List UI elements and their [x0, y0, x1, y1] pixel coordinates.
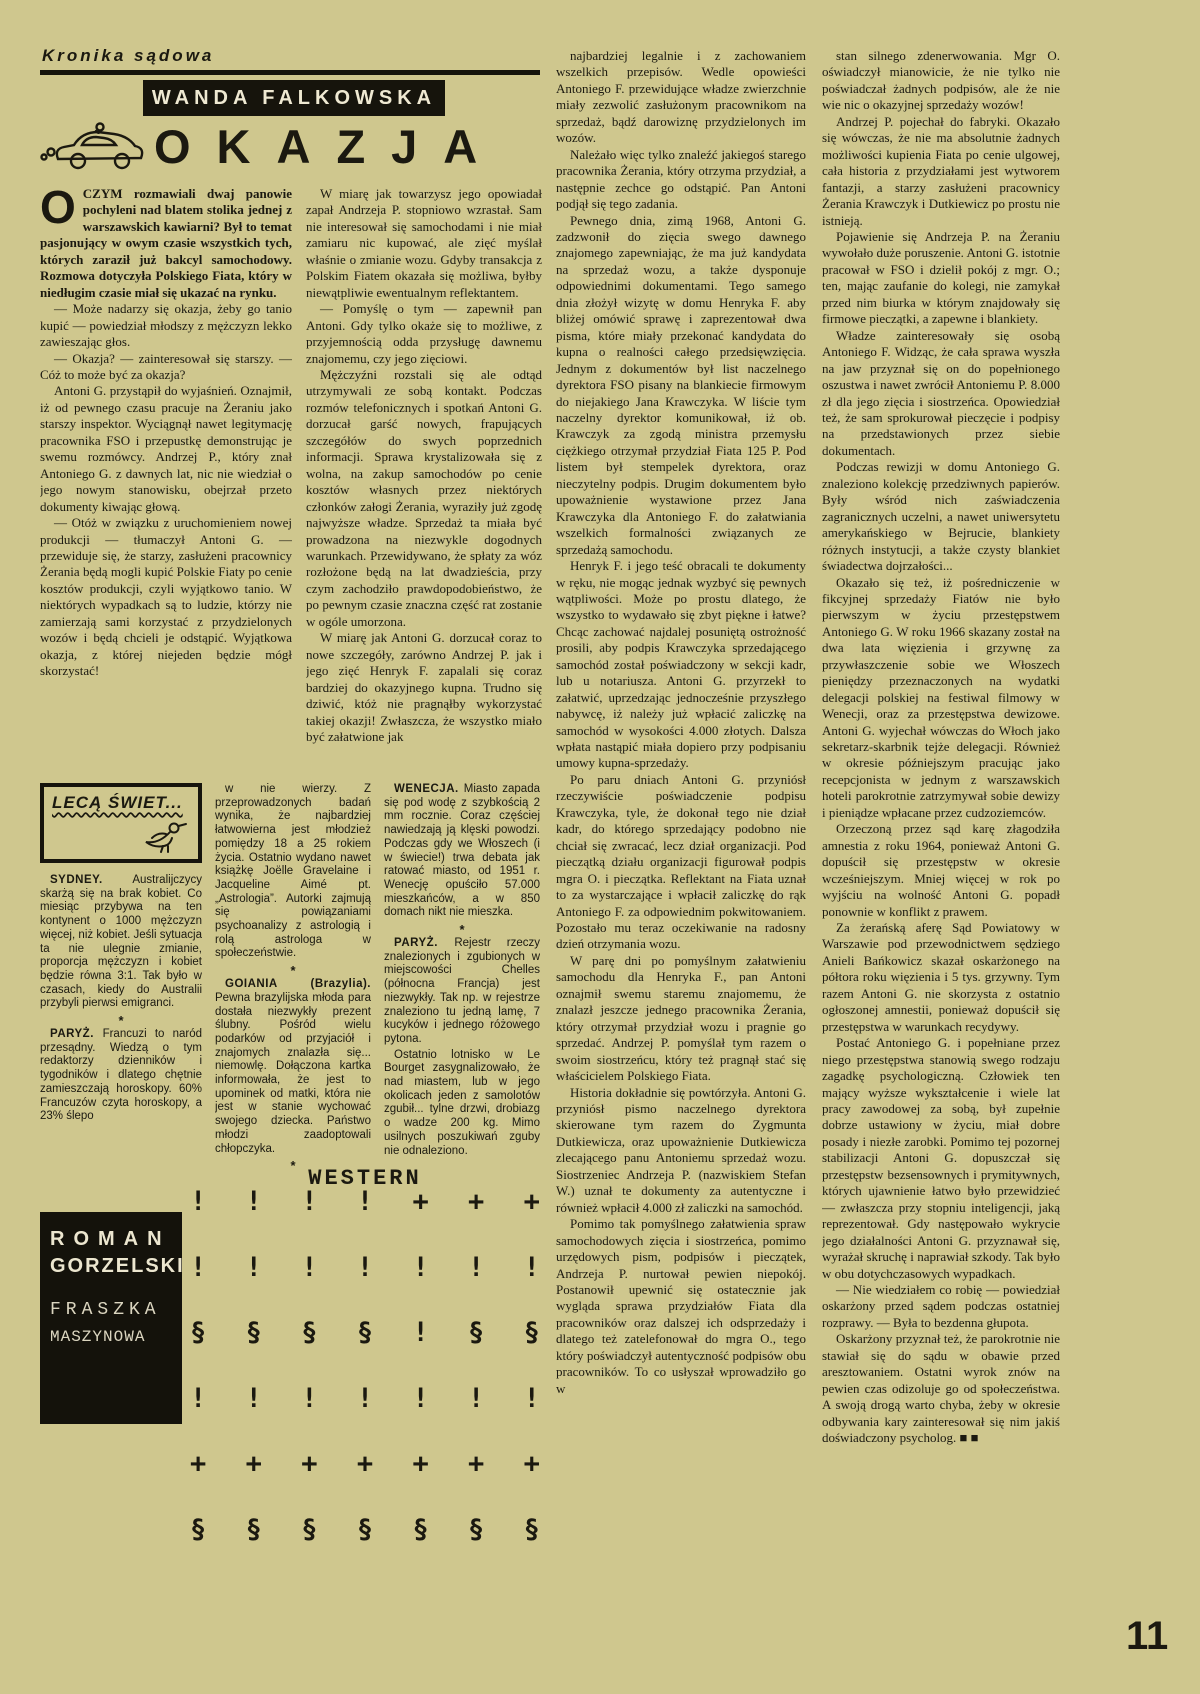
paragraph: W parę dni po pomyślnym załatwieniu samochodu dla Henryka F., pan Antoni oznajmił swemu staremu znajomemu, że znalazł jeszcze jednego pracownika Żerania, który otrzymał przydział wozu i pragnie go sprzedać. Andrzej P. pomyślał tym razem o swoim siostrzeńcu, który też pragnął stać się właścicielem Polskiego Fiata. — [556, 952, 806, 1084]
headline-row — [38, 118, 558, 174]
article-column-1 — [40, 186, 292, 774]
typewriter-row — [190, 1514, 540, 1580]
typewriter-row — [190, 1383, 540, 1449]
typewriter-char: + — [190, 1448, 207, 1479]
paragraph: Mężczyźni rozstali się ale odtąd utrzymywali ze sobą kontakt. Podczas rozmów telefonicznych i spotkań Antoni G. dorzucał garść nowych, frapujących szczegółów do swych poprzednich informacji. Sprawa krystalizowała się z wolna, na zakup samochodów po cenie kosztów własnych przez niektórych członków załogi Żerania, wyraziły już zgodę najwyższe władze. Sprzedaż ta miała być prowadzona na niezwykle dogodnych warunkach. Przewidywano, że spłaty za wóz rozłożone będą na lat dwadzieścia, przy czym zachodziło prawdopodobieństwo, że po pewnym czasie znaczna część rat zostanie w ogóle umorzona. — [306, 366, 542, 629]
paragraph: Orzeczoną przez sąd karę złagodziła amnestia z roku 1964, ponieważ Antoni G. dopuścił się przestępstw w okresie wcześniejszym. Mniej więcej w rok po wyjściu na wolność Antoni G. popadł ponownie w konflikt z prawem. — [822, 821, 1060, 919]
paragraph: Pewnego dnia, zimą 1968, Antoni G. zadzwonił do zięcia swego dawnego znajomego zapewniając, że ma już kandydata na sprzedaż wozu, a także dysponuje odpowiednimi dokumentami. Tego samego dnia złożył wizytę w domu Henryka F. aby bliżej omówić sprawę i zaprezentował dwa pisma, które miały przekonać kandydata do kupna o realności całego przedsięwzięcia. Jednym z dokumentów był list naczelnego dyrektora FSO pisany na blankiecie firmowym do niejakiego Jana Krawczyka. W liście tym naczelny dyrektor komunikował, iż ob. Krawczyk za zgodą ministra przemysłu ciężkiego otrzymał przydział Fiata 125 P. Pod listem był stempelek dyrektora, oraz nieczytelny podpis. Drugim dokumentem było upoważnienie wystawione przez Jana Krawczyka dla Antoniego F. do załatwiania wszelkich formalności związanych ze sprzedażą samochodu. — [556, 212, 806, 557]
typewriter-char: ! — [523, 1251, 540, 1283]
news-item-city: WENECJA. — [394, 783, 464, 795]
typewriter-char: ! — [356, 1382, 374, 1414]
western-subtitle-line2: MASZYNOWA — [50, 1328, 146, 1346]
typewriter-char: ! — [301, 1186, 318, 1217]
typewriter-row — [190, 1448, 540, 1514]
paragraph: Władze zainteresowały się osobą Antoniego F. Widząc, że cała sprawa wyszła na jaw przyznał się on do popełnionego oszustwa i nawet zwrócił Antoniemu P. 8.000 zł dla jego zięcia i siostrzeńca. Opowiedział też, że sam sprokurował pieczęcie i podpisy na przedstawionych przez siebie dokumentach. — [822, 327, 1060, 458]
typewriter-char: ! — [356, 1251, 374, 1283]
separator-star: * — [290, 1158, 296, 1174]
western-subtitle-line1: FRASZKA — [50, 1300, 161, 1320]
typewriter-char: § — [356, 1513, 374, 1545]
typewriter-char: ! — [301, 1251, 318, 1283]
paragraph: Należało więc tylko znaleźć jakiegoś starego pracownika Żerania, który otrzyma przydział, a następnie zechce go odstąpić. Pan Antoni podjął się tego zadania. — [556, 146, 806, 212]
typewriter-char: + — [356, 1448, 374, 1479]
page-number: 11 — [1126, 1614, 1169, 1658]
western-title: WESTERN — [308, 1166, 422, 1191]
paragraph: Po paru dniach Antoni G. przyniósł rzeczywiście poświadczenie podpisu Krawczyka, tyle, że dokonał tego nie dział kadr, do którego sprzedający podobno nie chciał się zwracać, lecz dział organizacji. Pod pieczątką działu organizacji figurował podpis mgra O. i pieczątka. Reflektant na Fiata uznał to za wystarczające i wpłacił zaliczkę do rąk Antoniego F. za odpowiednim pokwitowaniem. Pozostało mu teraz oczekiwanie na radosny dzień otrzymania wozu. — [556, 771, 806, 952]
news-item: PARYŻ. Francuzi to naród przesądny. Wiedzą o tym redaktorzy dzienników i tygodników i dlatego chętnie zamieszczają horoskopy. 60% Francuzów czyta horoskopy, a 23% ślepo — [40, 1028, 202, 1123]
author-banner: WANDA FALKOWSKA — [143, 80, 445, 116]
typewriter-char: § — [356, 1317, 374, 1348]
lead-text: CZYM rozmawiali dwaj panowie pochyleni nad blatem stolika jednej z warszawskich kawiarni? Był to temat pasjonujący w owym czasie wszystkich tych, których zaraził już bakcyl samochodowy. Rozmowa dotyczyła Polskiego Fiata, który w niedługim czasie miał się ukazać na rynku. — [40, 186, 292, 300]
paragraph: — Pomyślę o tym — zapewnił pan Antoni. Gdy tylko okaże się to możliwe, z przyjemnością odda przysługę dawnemu znajomemu, czy jego zięciowi. — [306, 301, 542, 366]
typewriter-char: ! — [245, 1382, 262, 1414]
separator-star: * — [459, 922, 465, 938]
separator-star: * — [290, 963, 296, 979]
typewriter-row — [190, 1186, 540, 1252]
typewriter-char: + — [523, 1186, 540, 1217]
paragraph: W miarę jak towarzysz jego opowiadał zapał Andrzeja P. stopniowo wzrastał. Sam nie interesował się samochodami i nie miał zamiaru nic kupować, ale zięć myślał właśnie o zmianie wozu. Gdyby transakcja z Polskim Fiatem okazała się możliwa, byłby niewątpliwie ewentualnym reflektantem. — [306, 186, 542, 300]
typewriter-char: § — [190, 1317, 207, 1348]
paragraph: Antoni G. przystąpił do wyjaśnień. Oznajmił, iż od pewnego czasu pracuje na Żeraniu jako starszy inspektor. Wyciągnął nawet legitymację pracownika FSO i przepustkę demonstrując je swemu rozmówcy. Andrzej P., który znał Antoniego G. z dawnych lat, nic nie wiedział o jego nowym stanowisku, obejrzał przeto dokumenty kiwając głową. — [40, 383, 292, 514]
news-item: PARYŻ. Rejestr rzeczy znalezionych i zgubionych w miejscowości Chelles (północna Francja) jest niezwykły. Tak np. w rejestrze znaleziono tu jedną lamę, 7 kucyków i jednego różowego pytona. — [384, 937, 540, 1045]
paragraph: Andrzej P. pojechał do fabryki. Okazało się wówczas, że nie ma absolutnie żadnych możliwości kupienia Fiata po cenie ulgowej, cała historia z przydziałami jest wytworem fantazji, a starzy zasłużeni pracownicy Żerania Krawczyk i Dutkiewicz po prostu nie istnieją. — [822, 113, 1060, 228]
world-news-title: LECĄ ŚWIET... — [52, 793, 183, 812]
typewriter-char: § — [468, 1513, 485, 1545]
paragraph: Pojawienie się Andrzeja P. na Żeraniu wywołało duże poruszenie. Antoni G. istotnie pracował w FSO i dzielił pokój z mgr. O.; ten, mając zaufanie do kolegi, nie zamykał przed nim biurka w którym znajdowały się firmowe pieczątki, a zapewne i blankiety. — [822, 228, 1060, 327]
paragraph: Pomimo tak pomyślnego załatwienia spraw samochodowych zięcia i siostrzeńca, pomimo urzędowych pism, podpisów i pieczątek, Andrzeja P. nurtował pewien niepokój. Postanowił upewnić się ostatecznie jak wygląda sprawa przydziałów Fiata dla pracowników oraz dalszej ich odsprzedaży i dlatego też zatelefonował do mgra O., tego który poświadczył autentyczność podpisów obu pracowników. To co usłyszał wprowadziło go w — [556, 1216, 806, 1396]
paragraph: Henryk F. i jego teść obracali te dokumenty w ręku, nie mogąc jednak wyzbyć się pewnych wątpliwości. Może po prostu dlatego, że wszystko to wydawało się zbyt piękne i łatwe? Chcąc zachować najdalej posuniętą ostrożność prosili, aby podpis Krawczyka sprzedającego samochód został poświadczony w sekcji kadr, lub u notariusza. Antoni G. przyrzekł to załatwić, uprzedzając jednocześnie przyszłego nabywcę, iż należy już wpłacić zaliczkę na samochód w wysokości 4.000 złotych. Dalsza wpłata nastąpić miała dopiero przy podpisaniu umowy kupna-sprzedaży. — [556, 558, 806, 771]
typewriter-char: § — [523, 1513, 540, 1545]
news-item-city: PARYŻ. — [50, 1028, 103, 1041]
typewriter-row — [190, 1317, 540, 1383]
paragraph: stan silnego zdenerwowania. Mgr O. oświadczył mianowicie, że nie tylko nie poświadczał żadnych podpisów, ale że nie wie nic o okazyjnej sprzedaży wozów! — [822, 48, 1060, 113]
typewriter-char: ! — [190, 1251, 207, 1283]
article-column-4 — [822, 48, 1060, 1590]
news-column-3 — [384, 783, 540, 1179]
western-author-box — [40, 1212, 185, 1424]
drop-cap: O — [40, 186, 76, 233]
typewriter-char: + — [523, 1448, 540, 1479]
typewriter-char: § — [468, 1317, 485, 1348]
article-column-3 — [556, 48, 806, 1590]
typewriter-char: ! — [468, 1251, 485, 1283]
news-item: GOIANIA (Brazylia). Pewna brazylijska młoda para dostała niezwykły prezent ślubny. Pośród wielu podarków od przyjaciół i znajomych znalazła się... niemowlę. Dołączona kartka informowała, że jest to upominek od matki, która nie jest w stanie wychować swojego dziecka. Państwo młodzi zaadoptowali chłopczyka. — [215, 978, 371, 1155]
news-column-1 — [40, 874, 202, 1176]
paragraph: Oskarżony przyznał też, że parokrotnie nie stawiał się do sądu w obawie przed aresztowaniem. Ostatni wyrok znów na pewien czas odizoluje go od społeczeństwa. A swoją drogą warto chyba, żeby w okresie odbywania kary zainteresował się nim jakiś doświadczony psycholog. ■ ■ — [822, 1331, 1060, 1446]
typewriter-char: § — [523, 1317, 540, 1348]
typewriter-poem-grid — [190, 1186, 540, 1586]
paragraph: Historia dokładnie się powtórzyła. Antoni G. przyniósł pismo naczelnego dyrektora skierowane tym razem do Zygmunta Dutkiewicza, oraz upoważnienie Dutkiewicza zlecającego panu Antoniemu sprzedaż wozu. Siostrzeniec Andrzeja P. (nazwiskiem Stefan W.) uznał te dokumenty za autentyczne i również wpłacił 4.000 zł zaliczki na samochód. — [556, 1084, 806, 1215]
news-item: SYDNEY. Australijczycy skarżą się na brak kobiet. Co miesiąc przybywa na ten kontynent o 1000 mężczyzn więcej, niż kobiet. Jeśli sytuacja ta nie ulegnie zmianie, proporcja mężczyzn i kobiet będzie równa 3:1. Tak było w czasach, kiedy do Australii przybyli pierwsi emigranci. — [40, 874, 202, 1010]
news-item-city: PARYŻ. — [394, 937, 455, 950]
typewriter-char: ! — [356, 1186, 374, 1217]
typewriter-row — [190, 1252, 540, 1318]
paragraph: Podczas rewizji w domu Antoniego G. znaleziono kolekcję przedziwnych papierów. Były wśród nich zaświadczenia zagranicznych uczelni, a nawet uniwersytetu amerykańskiego w Bejrucie, blankiety różnych instytucji, a także czysty blankiet świadectwa dojrzałości... — [822, 459, 1060, 574]
typewriter-char: + — [412, 1448, 429, 1479]
typewriter-char: + — [468, 1448, 485, 1479]
news-item: w nie wierzy. Z przeprowadzonych badań wynika, że najbardziej łatwowierna jest młodzież pomiędzy 18 a 25 rokiem życia. Ostatnio wydano nawet książkę Joëlle Gravelaine i Jacqueline Aimé pt. „Astrologia”. Autorki zajmują się powiązaniami psychoanalizy z astrologią i rolą astrologa w społeczeństwie. — [215, 783, 371, 960]
typewriter-char: ! — [301, 1382, 318, 1414]
lead-paragraph — [40, 186, 292, 301]
typewriter-char: + — [245, 1448, 262, 1479]
news-item-city: SYDNEY. — [50, 874, 133, 886]
western-author-last-name: GORZELSKI — [50, 1255, 185, 1277]
paragraph: — Okazja? — zainteresował się starszy. — Cóż to może być za okazja? — [40, 350, 292, 382]
typewriter-char: ! — [190, 1382, 207, 1414]
typewriter-char: ! — [412, 1317, 429, 1348]
typewriter-char: § — [245, 1317, 262, 1348]
car-doodle-icon — [38, 117, 148, 176]
typewriter-char: ! — [412, 1251, 429, 1283]
typewriter-char: + — [301, 1448, 318, 1479]
typewriter-char: § — [301, 1513, 318, 1545]
news-item: Ostatnio lotnisko w Le Bourget zasygnalizowało, że nad miastem, lub w jego okolicach jeden z samolotów zgubił... tylne drzwi, drobiazg o wadze 200 kg. Mimo usilnych poszukiwań zguby nie odnaleziono. — [384, 1048, 540, 1157]
typewriter-char: § — [301, 1317, 318, 1348]
typewriter-char: ! — [190, 1186, 207, 1217]
paragraph: najbardziej legalnie i z zachowaniem wszelkich przepisów. Wedle opowieści Antoniego F. przewidujące władze zwierzchnie miały zezwolić zasłużonym pracownikom na sprzedaż, bądź darowiznę przydzielonych im wozów. — [556, 48, 806, 146]
paragraph: Okazało się też, iż pośredniczenie w fikcyjnej sprzedaży Fiatów nie było pierwszym w życiu przestępstwem Antoniego G. W roku 1966 skazany został na dwa lata więzienia i grzywnę za przywłaszczenie sobie we Włoszech pieniędzy przeznaczonych na wydatki delegacji polskiej na festiwal filmowy w Wenecji, oraz za przestępstwa dewizowe. Antoni G. wyjechał wówczas do Włoch jako sekretarz-skarbnik tejże delegacji. Również w okresie późniejszym pracując jako recepcjonista w jednym z warszawskich hoteli parokrotnie zatrzymywał sobie dewizy i pieniądze wpłacane przez cudzoziemców. — [822, 574, 1060, 820]
bird-doodle-icon — [132, 818, 194, 859]
typewriter-char: ! — [468, 1382, 485, 1414]
section-label: Kronika sądowa — [42, 46, 215, 65]
paragraph: — Może nadarzy się okazja, żeby go tanio kupić — powiedział młodszy z mężczyzn lekko zawieszając głos. — [40, 301, 292, 350]
separator-star: * — [118, 1013, 124, 1029]
typewriter-char: § — [412, 1513, 429, 1545]
paragraph: — Nie wiedziałem co robię — powiedział oskarżony przed sądem podczas ostatniej rozprawy. — Była to bezdenna głupota. — [822, 1281, 1060, 1330]
typewriter-char: ! — [245, 1251, 262, 1283]
typewriter-char: ! — [412, 1382, 429, 1414]
page-title: OKAZJA — [154, 119, 504, 173]
section-rule — [40, 70, 540, 75]
news-item-city: GOIANIA (Brazylia). — [225, 978, 371, 991]
typewriter-char: + — [468, 1186, 485, 1217]
article-column-2 — [306, 186, 542, 774]
paragraph: Za żerańską aferę Sąd Powiatowy w Warszawie pod przewodnictwem sędziego Anieli Bańkowicz skazał oskarżonego na półtora roku więzienia i 5 tys. grzywny. Tym razem Antoni G. nie skorzysta z ostatnio ogłoszonej amnestii, ponieważ dopuścił się przestępstwa w warunkach recydywy. — [822, 920, 1060, 1034]
typewriter-char: + — [412, 1186, 429, 1217]
news-item: WENECJA. Miasto zapada się pod wodę z szybkością 2 mm rocznie. Coraz częściej nawiedzają ją klęski powodzi. Podczas gdy we Włoszech (i w świecie!) trwa debata jak ratować miasto, od 1951 r. Wenecję opuściło 57.000 mieszkańców, a w 850 domach nikt nie mieszka. — [384, 783, 540, 919]
western-author-first-name: ROMAN — [50, 1228, 171, 1250]
typewriter-char: § — [190, 1513, 207, 1545]
typewriter-char: ! — [245, 1186, 262, 1217]
paragraph: Postać Antoniego G. i popełniane przez niego przestępstwa stanowią swego rodzaju zagadkę psychologiczną. Człowiek ten mający wyższe wykształcenie i wiele lat pracy zawodowej za sobą, był zupełnie dobrze ustawiony w życiu, miał dobre posady i niezłe zarobki. Pomimo tej pozornej stabilizacji Antoni G. dopuszczał się przestępstw bezsensownych i prymitywnych, których ujawnienie łatwo było przewidzieć — zwłaszcza przy stopniu inteligencji, jaką reprezentował. Gdy następowało wykrycie jego działalności Antoni G. przyznawał się, wyrażał skruchę i naprawiał szkody. Tak było w obu dotychczasowych wypadkach. — [822, 1035, 1060, 1281]
paragraph: — Otóż w związku z uruchomieniem nowej produkcji — tłumaczył Antoni G. — przewiduje się, że starzy, zasłużeni pracownicy Żerania będą mogli kupić Polskie Fiaty po cenie kosztów produkcji, czyli wyjątkowo tanio. W niektórych wypadkach są to ludzie, którzy nie zamierzają sami korzystać z przydzielonych wozów i będą chcieli je odstąpić. Wyjątkowa okazja, z której niejeden będzie mógł skorzystać! — [40, 515, 292, 679]
typewriter-char: § — [245, 1513, 262, 1545]
paragraph: W miarę jak Antoni G. dorzucał coraz to nowe szczegóły, zarówno Andrzej P. jak i jego zięć Henryk F. zapalali się coraz bardziej do okazyjnego kupna. Trudno się dziwić, któż nie pragnąłby wykorzystać takiej okazji! Zwłaszcza, że wszystko miało być załatwione jak — [306, 630, 542, 744]
typewriter-char: ! — [523, 1382, 540, 1414]
news-column-2 — [215, 783, 371, 1179]
world-news-box — [40, 783, 202, 863]
